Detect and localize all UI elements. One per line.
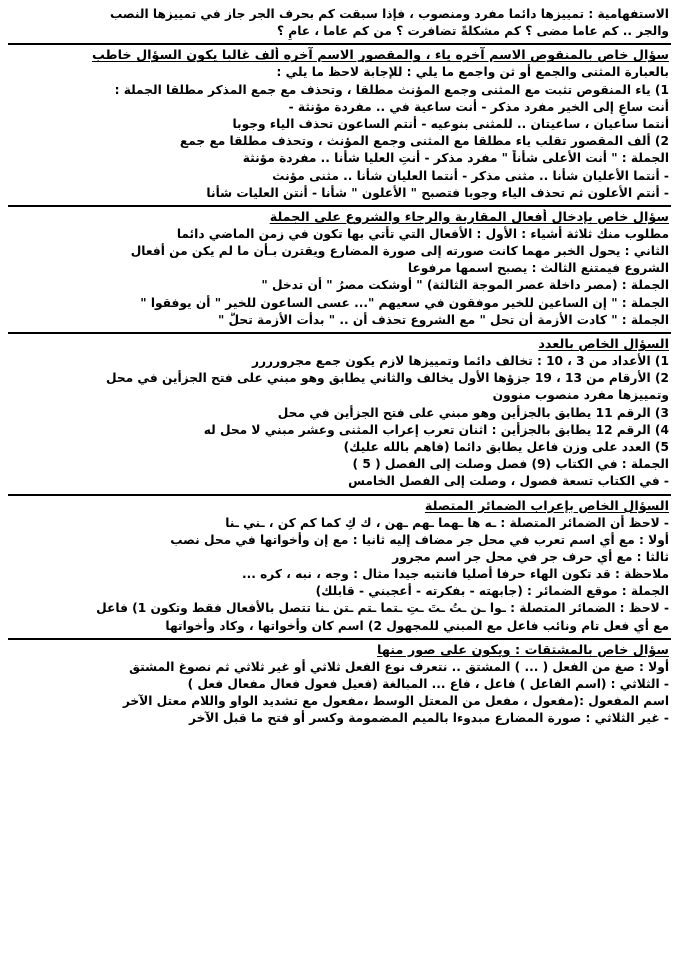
section-line: بالعبارة المثنى والجمع أو ثن واجمع ما يلي : للإجابة لاحظ ما يلي : — [276, 65, 669, 80]
section-divider — [8, 205, 671, 207]
section-line: أنت ساعٍ إلى الخير مفرد مذكر - أنت ساعية في .. مفردة مؤنثة - — [288, 99, 669, 114]
section-line: الجملة : موقع الضمائر : (جابهته - بفكرته - أعجبني - قابلك) — [315, 584, 669, 599]
section-line: - أنتم الأعلون ثم تحذف الياء وجوبا فتصبح " الأعلون " شأنا - أنتن العليات شأنا — [206, 185, 669, 200]
section-line: 2) الأرقام من 13 ، 19 جزؤها الأول يخالف والثاني يطابق وهو مبني على فتح الجزأين في محل — [105, 371, 669, 386]
section-line: - غير الثلاثي : صورة المضارع مبدوءا بالميم المضمومة وكسر أو فتح ما قبل الآخر — [189, 711, 669, 726]
section-line: الجملة : " أنت الأعلى شأناً " مفرد مذكر - أنتِ العليا شأنا .. مفردة مؤنثة — [242, 151, 669, 166]
section-line: الجملة : (مصر داخلة عصر الموجة الثالثة) " أوشكت مصرُ " أن تدخل " — [261, 278, 669, 293]
section-line: أولا : صغ من الفعل ( ... ) المشتق .. نتعرف نوع الفعل ثلاثي أو غير ثلاثي ثم نصوغ المشتق — [129, 659, 669, 674]
section-line: 1) ياء المنقوص تثبت مع المثنى وجمع المؤنث مطلقا ، وتحذف مع جمع المذكر مطلقا الجملة : — [114, 82, 669, 97]
section-line: الثاني : يحول الخبر مهما كانت صورته إلى صورة المضارع ويقترن بـأن ما لم يكن من أفعال — [130, 244, 669, 259]
intro-line: الاستفهامية : تمييزها دائما مفرد ومنصوب ، فإذا سبقت كم بحرف الجر جاز في تمييزها النصب — [110, 7, 669, 21]
section-line: الشروع فيمتنع الثالث : يصبح اسمها مرفوعا — [407, 261, 669, 276]
section-line: ملاحظة : قد تكون الهاء حرفا أصليا فانتبه جيدا مثال : وجه ، نبه ، كره ... — [241, 567, 669, 582]
section-line: - الثلاثي : (اسم الفاعل ) فاعل ، فاع ... المبالغة (فعيل فعول فعال مفعال فعل ) — [187, 677, 669, 691]
section-heading: السؤال الخاص بالعدد — [538, 337, 669, 352]
section-divider — [8, 638, 671, 640]
section-divider — [8, 332, 671, 334]
section-line: الجملة : في الكتاب (9) فصل وصلت إلى الفصل ( 5 ) — [352, 457, 669, 472]
section-line: - لاحظ : الضمائر المتصلة : ـوا ـن ـتُ ـتَ ـتِ ـتما ـتم ـتن ـنا تتصل بالأفعال فقط وتكون 1) فاعل — [96, 601, 669, 616]
question-section — [8, 642, 671, 728]
section-heading: سؤال خاص بالمنقوص الاسم آخره ياء ، والمقصور الاسم آخره ألف غالبا يكون السؤال خاطب — [91, 48, 669, 64]
section-line: مطلوب منك ثلاثة أشياء : الأول : الأفعال التي تأتي بها تكون في زمن الماضي دائما — [176, 226, 669, 241]
section-line: وتمييزها مفرد منصوب منوون — [492, 388, 669, 403]
sections-container — [8, 43, 671, 727]
section-heading: سؤال خاص بالمشتقات : ويكون على صور منها — [377, 642, 669, 658]
section-line: 4) الرقم 12 يطابق بالجزأين : اثنان تعرب إعراب المثنى وعشر مبني لا محل له — [203, 422, 669, 437]
question-section — [8, 336, 671, 491]
question-section — [8, 498, 671, 635]
section-line: - لاحظ أن الضمائر المتصلة : ـه ها ـهما ـهم ـهن ، ك كِ كما كم كن ، ـني ـنا — [225, 515, 669, 530]
section-line: الجملة : " كادت الأزمة أن تحل " مع الشروع تحذف أن .. " بدأت الأزمة تحلُّ " — [217, 312, 669, 327]
section-line: 1) الأعداد من 3 ، 10 : تخالف دائما وتمييزها لازم يكون جمع مجرورررر — [252, 354, 669, 368]
section-line: 2) ألف المقصور تقلب ياء مطلقا مع المثنى وجمع المؤنث ، وتحذف مطلقا مع جمع — [179, 134, 669, 149]
section-divider — [8, 43, 671, 45]
section-line: - في الكتاب تسعة فصول ، وصلت إلى الفصل الخامس — [348, 474, 669, 489]
question-section — [8, 47, 671, 202]
section-heading: سؤال خاص بإدخال أفعال المقاربة والرجاء والشروع على الجملة — [269, 209, 669, 225]
section-line: أنتما ساعيان ، ساعيتان .. للمثنى بنوعيه - أنتم الساعون تحذف الياء وجوبا — [232, 116, 669, 131]
section-line: - أنتما الأعليان شأنا .. مثنى مذكر - أنتما العليان شأنا .. مثنى مؤنث — [272, 168, 669, 183]
section-line: اسم المفعول :(مفعول ، مفعل من المعتل الوسط ،مفعول مع تشديد الواو واللام معتل الآخر — [122, 694, 669, 709]
section-line: الجملة : " إن الساعين للخير موفقون في سعيهم "... عسى الساعون للخير " أن يوفقوا " — [140, 295, 669, 310]
section-line: أولا : مع أي اسم تعرب في محل جر مضاف إليه ثانيا : مع إن وأخواتها في محل نصب — [170, 532, 669, 547]
intro-line: والجر .. كم عاما مضى ؟ كم مشكلةً تضافرت ؟ من كم عاما ، عامٍ ؟ — [276, 24, 669, 39]
worksheet-page — [8, 6, 671, 729]
section-heading: السؤال الخاص بإعراب الضمائر المتصلة — [424, 498, 669, 514]
intro-block — [8, 6, 671, 40]
section-line: 5) العدد على وزن فاعل يطابق دائما (فاهم بالله عليك) — [343, 439, 669, 454]
section-divider — [8, 494, 671, 496]
section-line: 3) الرقم 11 يطابق بالجزأين وهو مبني على فتح الجزأين في محل — [277, 405, 669, 420]
question-section — [8, 209, 671, 329]
section-line: مع أي فعل تام ونائب فاعل مع المبني للمجهول 2) اسم كان وأخواتها ، وكاد وأخواتها — [165, 618, 669, 633]
section-line: ثالثا : مع أي حرف جر في محل جر اسم مجرور — [392, 549, 669, 564]
